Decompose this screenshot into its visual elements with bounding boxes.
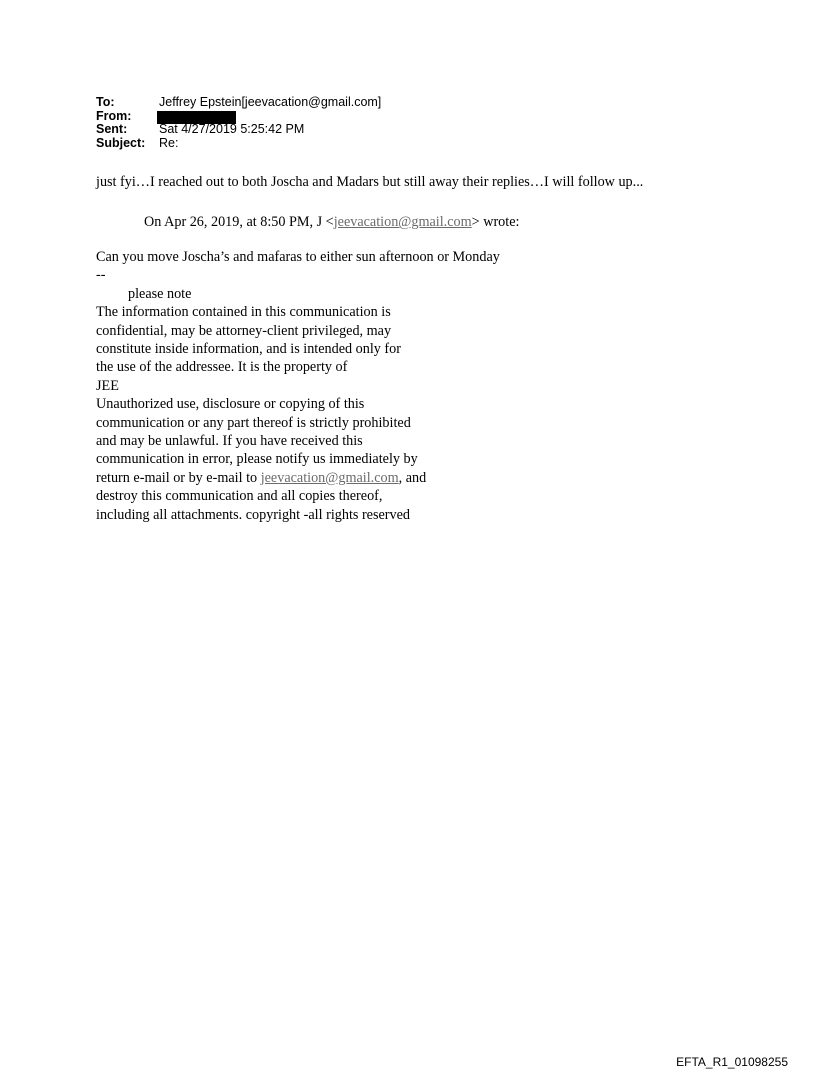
notify-line bbox=[96, 469, 516, 487]
quote-intro bbox=[144, 214, 519, 231]
reply-text: just fyi…I reached out to both Joscha and Madars but still away their replies…I will follow up... bbox=[96, 174, 644, 190]
notify-after: , and bbox=[398, 469, 427, 486]
from-label: From: bbox=[96, 108, 132, 123]
quoted-line: the use of the addressee. It is the property of bbox=[96, 359, 348, 376]
sent-value: Sat 4/27/2019 5:25:42 PM bbox=[159, 122, 305, 136]
subject-value: Re: bbox=[159, 135, 179, 150]
quoted-line: -- bbox=[96, 267, 106, 284]
quoted-line: Unauthorized use, disclosure or copying of this bbox=[96, 396, 365, 413]
to-label: To: bbox=[96, 95, 115, 109]
quoted-line: The information contained in this communication is bbox=[96, 304, 391, 321]
notify-email-link[interactable]: jeevacation@gmail.com bbox=[260, 469, 399, 486]
quoted-line: including all attachments. copyright -all rights reserved bbox=[96, 506, 411, 523]
quoted-line: please note bbox=[128, 285, 192, 302]
quoted-line: communication in error, please notify us immediately by bbox=[96, 451, 418, 468]
quoted-line: and may be unlawful. If you have received this bbox=[96, 433, 363, 450]
document-id: EFTA_R1_01098255 bbox=[676, 1055, 788, 1069]
quoted-line: Can you move Joscha’s and mafaras to either sun afternoon or Monday bbox=[96, 249, 500, 265]
quoted-line: constitute inside information, and is intended only for bbox=[96, 341, 401, 358]
quoted-line: communication or any part thereof is strictly prohibited bbox=[96, 414, 411, 431]
notify-before: return e-mail or by e-mail to bbox=[96, 469, 261, 486]
quoted-line: confidential, may be attorney-client privileged, may bbox=[96, 322, 392, 339]
quote-email-link[interactable]: jeevacation@gmail.com bbox=[333, 214, 472, 230]
quoted-line: destroy this communication and all copies thereof, bbox=[96, 488, 383, 505]
quote-intro-after: > wrote: bbox=[471, 214, 520, 230]
quoted-message bbox=[96, 248, 516, 524]
subject-label: Subject: bbox=[96, 135, 146, 150]
quoted-line: JEE bbox=[96, 377, 119, 394]
to-value: Jeffrey Epstein[jeevacation@gmail.com] bbox=[159, 95, 382, 109]
sent-label: Sent: bbox=[96, 122, 128, 136]
quote-intro-before: On Apr 26, 2019, at 8:50 PM, J < bbox=[144, 214, 334, 230]
